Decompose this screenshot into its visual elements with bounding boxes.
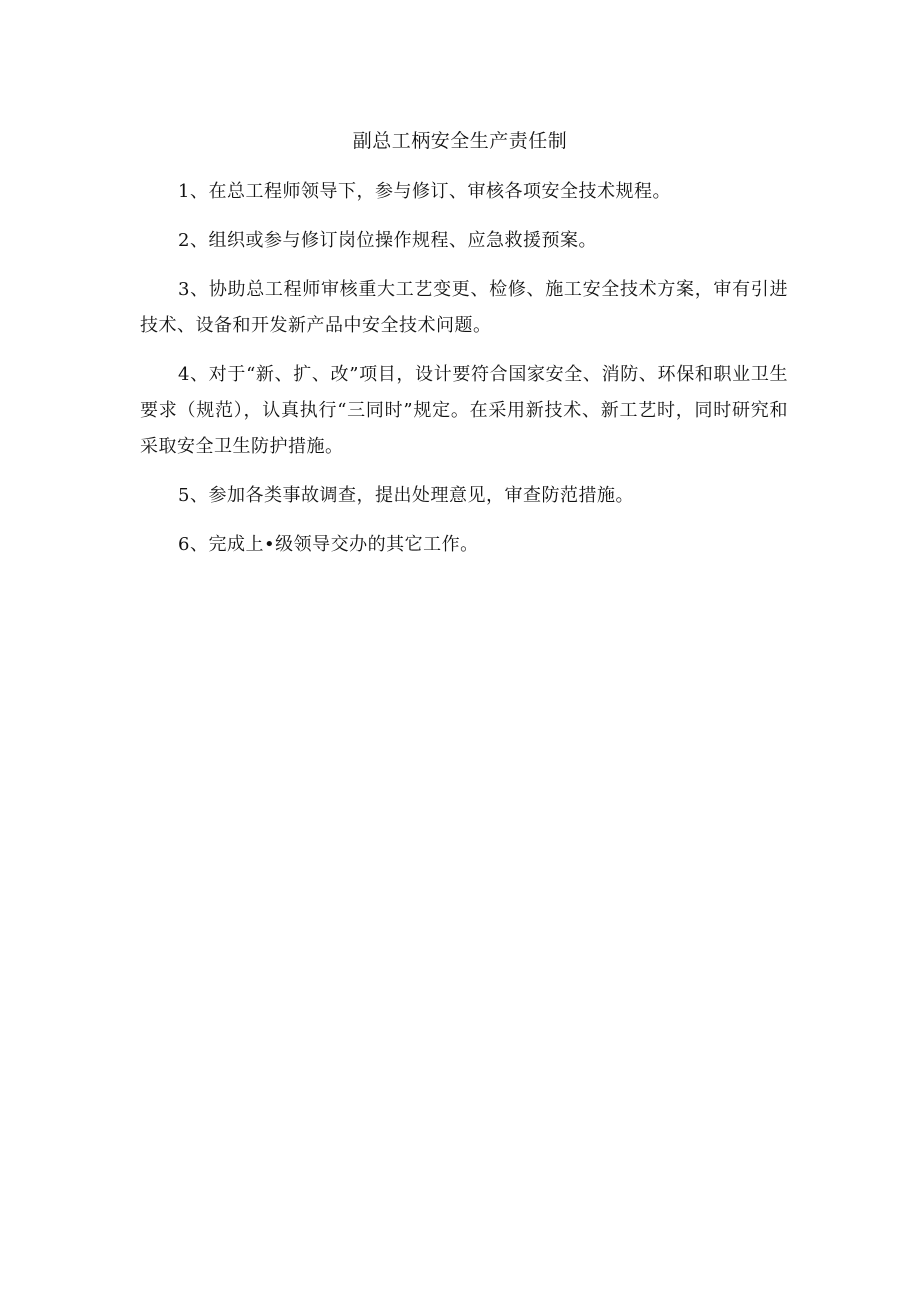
paragraph-3: 3、协助总工程师审核重大工艺变更、检修、施工安全技术方案，审有引进技术、设备和开发新产品中安全技术问题。 [140,279,788,336]
paragraph-1: 1、在总工程师领导下，参与修订、审核各项安全技术规程。 [178,181,671,202]
paragraph-6: 6、完成上•级领导交办的其它工作。 [178,534,479,555]
document-title: 副总工柄安全生产责任制 [352,130,568,152]
paragraph-5: 5、参加各类事故调查，提出处理意见，审查防范措施。 [178,485,634,506]
paragraph-2: 2、组织或参与修订岗位操作规程、应急救援预案。 [178,230,597,251]
document-body [140,174,788,576]
paragraph-4: 4、对于“新、扩、改”项目，设计要符合国家安全、消防、环保和职业卫生要求（规范），认真执行“三同时”规定。在采用新技术、新工艺时，同时研究和采取安全卫生防护措施。 [140,364,788,457]
